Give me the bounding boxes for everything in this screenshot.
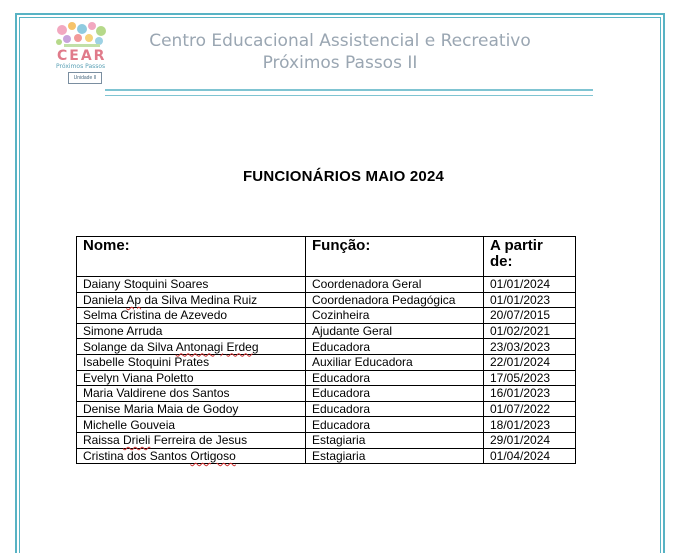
cell-since: 29/01/2024 xyxy=(484,432,576,448)
cell-name: Selma Cristina de Azevedo xyxy=(77,308,306,324)
header-name: Nome: xyxy=(77,237,306,277)
table-row xyxy=(77,354,576,370)
cell-since: 23/03/2023 xyxy=(484,339,576,355)
organization-line-1: Centro Educacional Assistencial e Recreativo xyxy=(149,31,531,51)
cell-role: Estagiaria xyxy=(306,432,484,448)
cell-name: Evelyn Viana Poletto xyxy=(77,370,306,386)
cell-name: Daiany Stoquini Soares xyxy=(77,277,306,293)
cell-role: Educadora xyxy=(306,417,484,433)
table-header-row xyxy=(77,237,576,277)
cell-role: Ajudante Geral xyxy=(306,323,484,339)
cell-role: Educadora xyxy=(306,386,484,402)
cell-role: Estagiaria xyxy=(306,448,484,464)
cell-since: 01/04/2024 xyxy=(484,448,576,464)
cell-since: 22/01/2024 xyxy=(484,354,576,370)
cell-name: Denise Maria Maia de Godoy xyxy=(77,401,306,417)
table-row xyxy=(77,432,576,448)
cell-role: Coordenadora Geral xyxy=(306,277,484,293)
cell-since: 20/07/2015 xyxy=(484,308,576,324)
cell-name: Raissa Drieli Ferreira de Jesus xyxy=(77,432,306,448)
cell-role: Educadora xyxy=(306,339,484,355)
staff-table xyxy=(76,236,576,464)
table-row xyxy=(77,308,576,324)
table-row xyxy=(77,417,576,433)
table-row xyxy=(77,401,576,417)
table-row xyxy=(77,339,576,355)
cell-since: 16/01/2023 xyxy=(484,386,576,402)
cell-name: Cristina dos Santos Ortigoso xyxy=(77,448,306,464)
header-rule xyxy=(105,89,593,96)
cell-role: Cozinheira xyxy=(306,308,484,324)
cell-since: 01/01/2024 xyxy=(484,277,576,293)
table-row xyxy=(77,277,576,293)
cell-name: Michelle Gouveia xyxy=(77,417,306,433)
organization-name xyxy=(130,30,550,74)
cell-since: 01/02/2021 xyxy=(484,323,576,339)
cell-since: 01/01/2023 xyxy=(484,292,576,308)
cell-role: Educadora xyxy=(306,401,484,417)
table-row xyxy=(77,448,576,464)
logo-text: CEAR xyxy=(57,48,107,64)
table-row xyxy=(77,386,576,402)
header-since: A partir de: xyxy=(484,237,576,277)
table-row xyxy=(77,370,576,386)
organization-line-2: Próximos Passos II xyxy=(262,53,418,73)
cell-role: Educadora xyxy=(306,370,484,386)
header-role: Função: xyxy=(306,237,484,277)
table-body xyxy=(77,277,576,464)
table-row xyxy=(77,292,576,308)
document-title: FUNCIONÁRIOS MAIO 2024 xyxy=(242,168,445,185)
cell-since: 17/05/2023 xyxy=(484,370,576,386)
logo-badge: Unidade II xyxy=(68,72,102,84)
cell-since: 18/01/2023 xyxy=(484,417,576,433)
logo-subtitle: Próximos Passos xyxy=(56,63,106,70)
cell-role: Auxiliar Educadora xyxy=(306,354,484,370)
cell-name: Maria Valdirene dos Santos xyxy=(77,386,306,402)
table-row xyxy=(77,323,576,339)
cell-name: Simone Arruda xyxy=(77,323,306,339)
cell-since: 01/07/2022 xyxy=(484,401,576,417)
cell-name: Daniela Ap da Silva Medina Ruiz xyxy=(77,292,306,308)
cell-role: Coordenadora Pedagógica xyxy=(306,292,484,308)
cell-name: Isabelle Stoquini Prates xyxy=(77,354,306,370)
cell-name: Solange da Silva Antonagi Erdeg xyxy=(77,339,306,355)
